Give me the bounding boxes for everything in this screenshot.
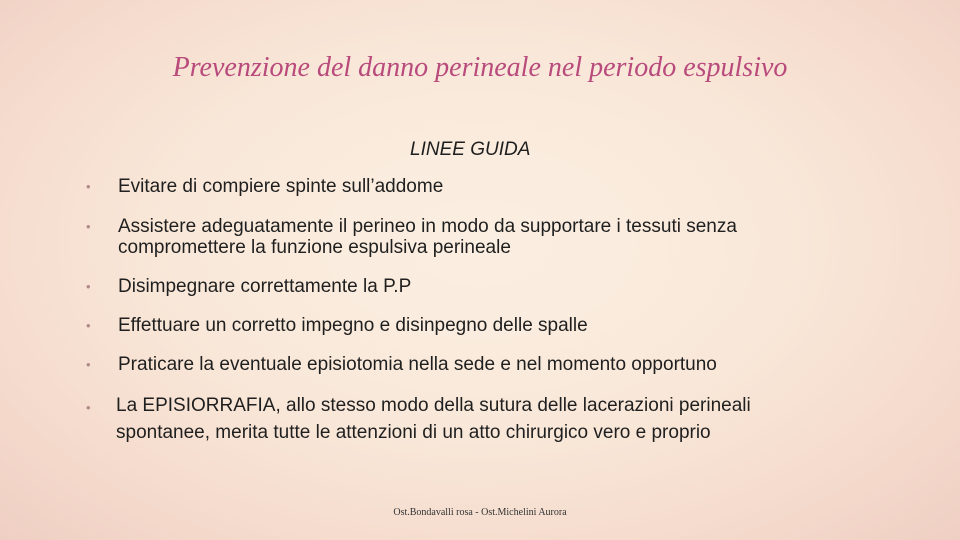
slide-footer: Ost.Bondavalli rosa - Ost.Michelini Aurora (393, 507, 567, 518)
list-item (86, 276, 846, 297)
list-item (86, 216, 846, 258)
bullet-icon: • (86, 179, 91, 194)
bullet-icon: • (86, 219, 91, 234)
bullet-text: La EPISIORRAFIA, allo stesso modo della sutura delle lacerazioni perineali spontanee, merita tutte le attenzioni di un atto chirurgico vero e proprio (116, 395, 751, 443)
bullet-icon: • (86, 357, 91, 372)
slide-subtitle: LINEE GUIDA (410, 139, 531, 160)
bullet-icon: • (86, 279, 91, 294)
list-item (86, 315, 846, 336)
list-item (86, 354, 846, 375)
slide-title: Prevenzione del danno perineale nel periodo espulsivo (172, 52, 788, 83)
bullet-text: Disimpegnare correttamente la P.P (118, 276, 412, 297)
bullet-text: Praticare la eventuale episiotomia nella sede e nel momento opportuno (118, 354, 717, 375)
bullet-text: Effettuare un corretto impegno e disinpegno delle spalle (118, 315, 588, 336)
bullet-text: Assistere adeguatamente il perineo in modo da supportare i tessuti senza compromettere la funzione espulsiva perineale (118, 216, 737, 258)
bullet-icon: • (86, 400, 91, 415)
bullet-list (86, 176, 846, 446)
bullet-text: Evitare di compiere spinte sull’addome (118, 176, 444, 197)
list-item (86, 392, 846, 446)
bullet-icon: • (86, 318, 91, 333)
list-item (86, 176, 846, 197)
